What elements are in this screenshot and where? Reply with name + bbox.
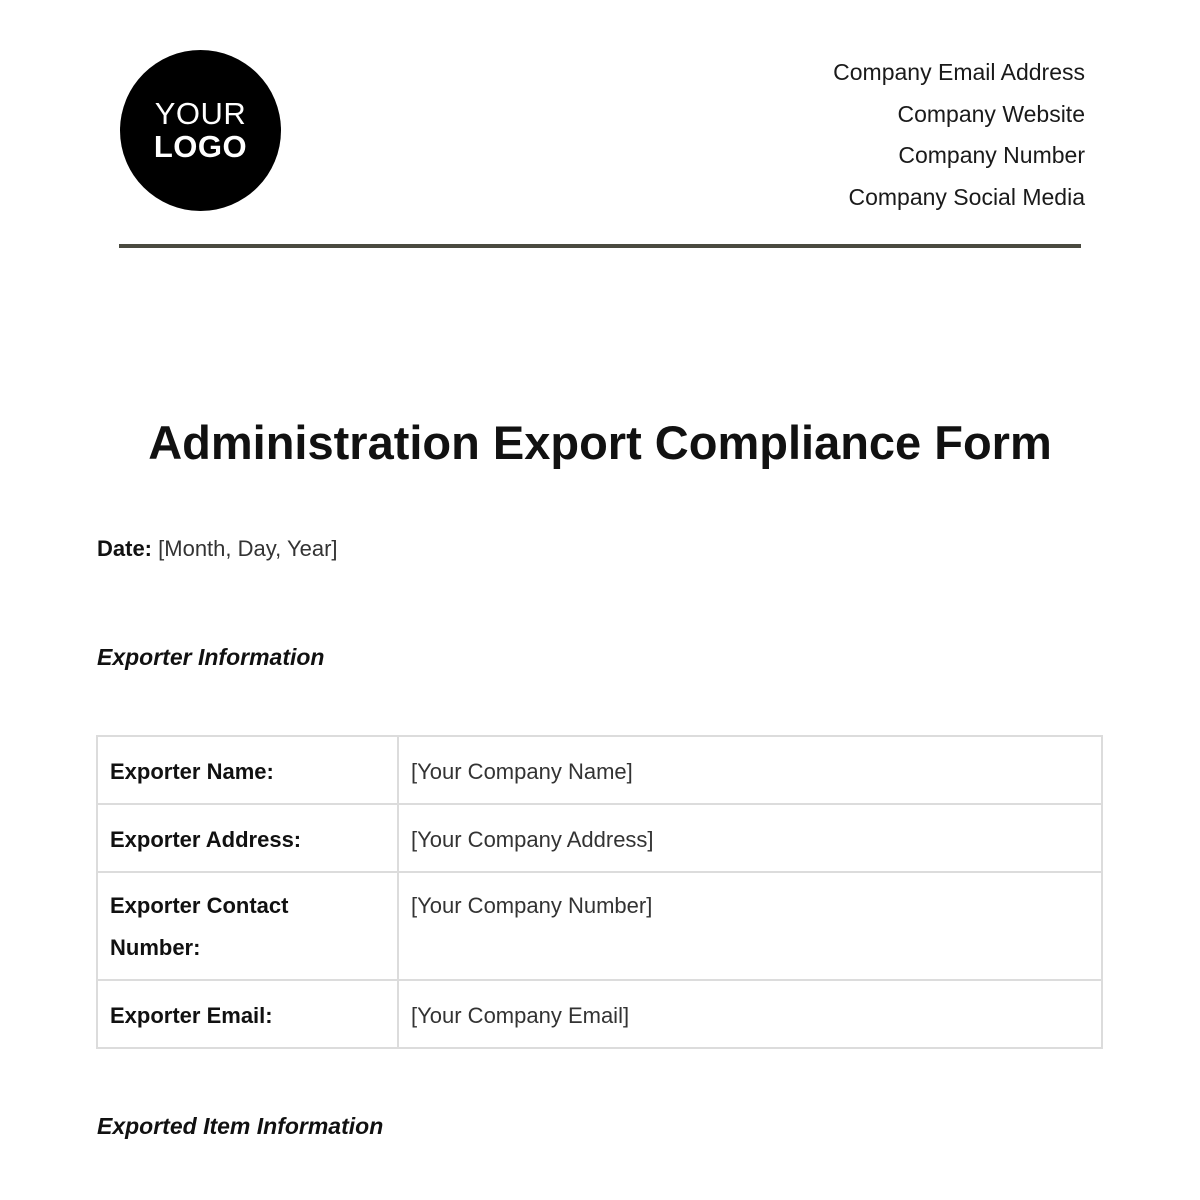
exporter-email-value[interactable]: [Your Company Email] [398, 980, 1102, 1048]
date-label: Date: [97, 536, 153, 561]
logo-text-bottom: LOGO [153, 128, 248, 164]
exporter-address-label: Exporter Address: [97, 804, 398, 872]
exporter-information-table [96, 735, 1103, 1049]
company-social-media: Company Social Media [848, 183, 1085, 210]
date-value[interactable]: [Month, Day, Year] [158, 536, 338, 561]
document-title: Administration Export Compliance Form [148, 416, 1052, 469]
company-website: Company Website [897, 100, 1085, 127]
table-row [97, 804, 1102, 872]
company-email: Company Email Address [833, 59, 1085, 85]
company-logo [120, 50, 281, 211]
exporter-information-heading: Exporter Information [97, 644, 325, 670]
exporter-contact-number-label: Exporter Contact Number: [97, 872, 398, 980]
company-number: Company Number [898, 142, 1085, 168]
exporter-contact-number-value[interactable]: [Your Company Number] [398, 872, 1102, 980]
exporter-email-label: Exporter Email: [97, 980, 398, 1048]
exporter-name-label: Exporter Name: [97, 736, 398, 804]
exported-item-information-heading: Exported Item Information [97, 1113, 384, 1139]
table-row [97, 980, 1102, 1048]
header-divider [119, 244, 1081, 248]
logo-text-top: YOUR [154, 95, 247, 131]
exporter-name-value[interactable]: [Your Company Name] [398, 736, 1102, 804]
table-row [97, 736, 1102, 804]
date-line [97, 536, 338, 562]
table-row [97, 872, 1102, 980]
company-contact-block [833, 52, 1085, 218]
exporter-address-value[interactable]: [Your Company Address] [398, 804, 1102, 872]
